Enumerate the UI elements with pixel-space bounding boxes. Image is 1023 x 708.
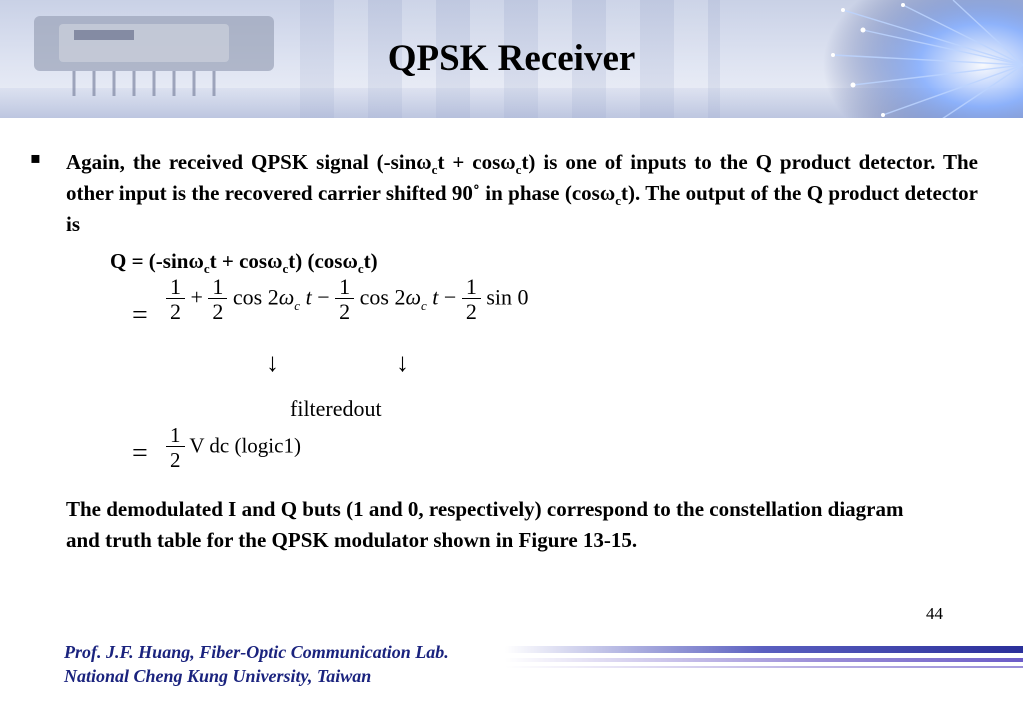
q-equation: Q = (-sinω$_c$t + cosω$_c$t) (cosω$_c$t) — [110, 249, 378, 277]
slide-title: QPSK Receiver — [387, 38, 636, 79]
fraction-half: $\frac{1}{2}$ — [335, 276, 354, 323]
minus-sign: − — [443, 284, 457, 310]
fraction-half: $\frac{1}{2}$ — [208, 276, 227, 323]
expansion-equation: $\frac{1}{2}$ + $\frac{1}{2}$ $\cos 2\omega_c$ t − $\frac{1}{2}$ $\cos 2\omega_c$ t − $\frac{1}{2}$ sin 0 — [166, 276, 529, 323]
page-number: 44 — [926, 604, 943, 623]
conclusion-paragraph: The demodulated I and Q buts (1 and 0, respectively) correspond to the constellation diagram and truth table for the QPSK modulator shown in Figure 13-15. — [66, 497, 904, 552]
intro-paragraph: Again, the received QPSK signal (-sinω$_c$t + cosω$_c$t) is one of inputs to the Q product detector. The other input is the recovered carrier shifted 90˚ in phase (cosω$_c$t). The output of the Q product detector is — [66, 150, 978, 236]
footer-bars — [505, 646, 1023, 678]
minus-sign: − — [317, 284, 330, 310]
header-banner — [0, 0, 1023, 118]
plus-sign: + — [190, 284, 203, 310]
equals-sign-2: = — [132, 438, 148, 469]
fraction-half: $\frac{1}{2}$ — [166, 276, 185, 323]
footer-author: Prof. J.F. Huang, Fiber-Optic Communication Lab. — [64, 642, 449, 662]
fraction-half: $\frac{1}{2}$ — [166, 424, 185, 471]
footer-university: National Cheng Kung University, Taiwan — [64, 666, 372, 686]
down-arrow-icon: ↓ — [396, 348, 409, 377]
equals-sign-1: = — [132, 300, 148, 331]
down-arrow-icon: ↓ — [266, 348, 279, 377]
bullet-marker: ▪ — [30, 148, 41, 167]
filtered-out-label: filteredout — [290, 396, 382, 421]
result-equation: $\frac{1}{2}$ V dc (logic1) — [166, 424, 301, 471]
fraction-half: $\frac{1}{2}$ — [462, 276, 481, 323]
